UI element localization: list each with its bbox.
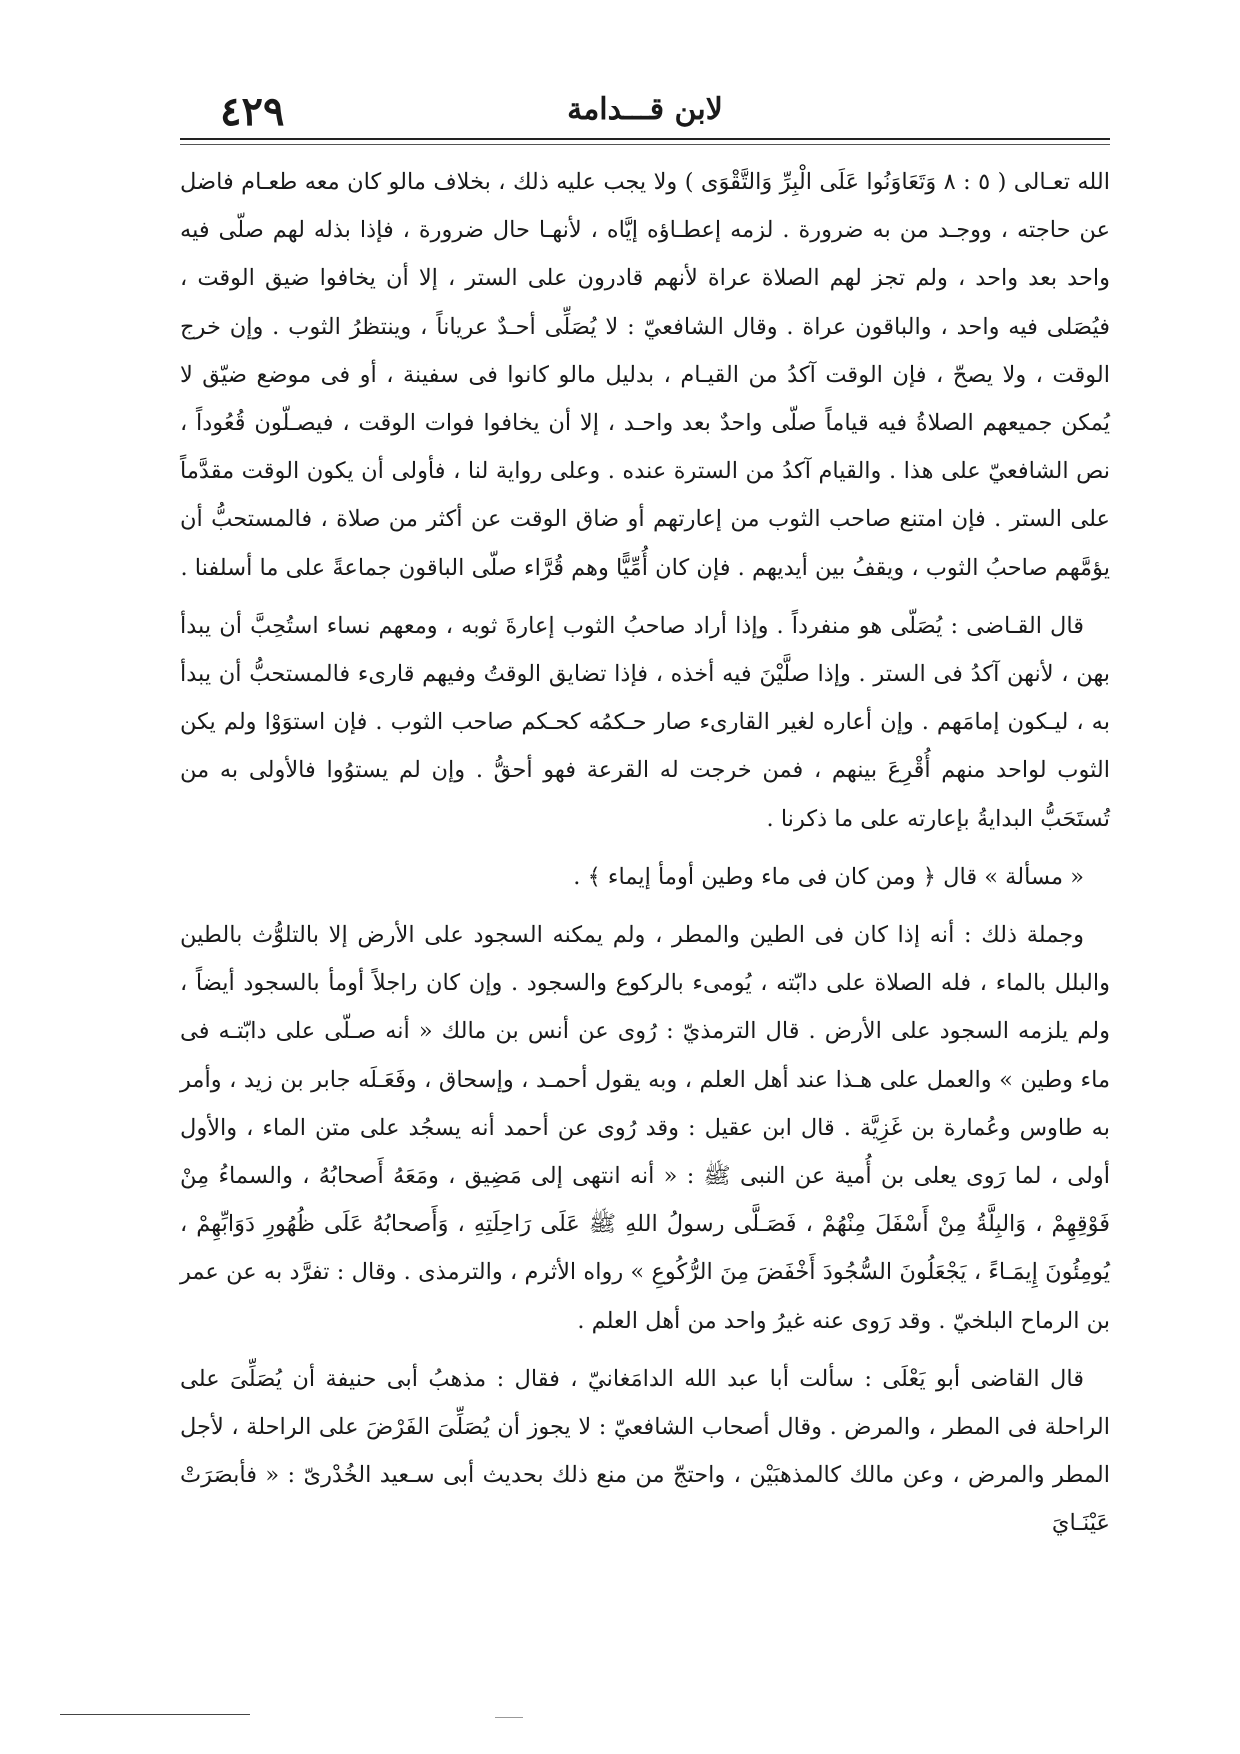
page-number: ٤٢٩	[220, 88, 285, 135]
footer-rule	[60, 1714, 250, 1715]
mas-ala-heading: « مسألة » قال ﴿ ومن كان فى ماء وطين أومأ إيماء ﴾ .	[573, 863, 1084, 890]
paragraph: قال القـاضى : يُصَلّى هو منفرداً . وإذا أراد صاحبُ الثوب إعارةَ ثوبه ، ومعهم نساء استُحِبَّ أن يبدأ بهن ، لأنهن آكدُ فى الستر . وإذا صلَّيْنَ فيه أخذه ، فإذا تضايق الوقتُ وفيهم قارىء فالمستحبُّ أن يبدأ به ، ليـكون إمامَهم . وإن أعاره لغير القارىء صار حـكمُه كحـكم صاحب الثوب . فإن استوَوْا ولم يكن الثوب لواحد منهم أُقْرِعَ بينهم ، فمن خرجت له القرعة فهو أحقُّ . وإن لم يستوُوا فالأولى به من تُستَحَبُّ البدايةُ بإعارته على ما ذكرنا .	[180, 612, 1110, 832]
page-body	[180, 158, 1110, 1548]
paragraph: قال القاضى أبو يَعْلَى : سألت أبا عبد الله الدامَغانيّ ، فقال : مذهبُ أبى حنيفة أن يُصَلِّىَ على الراحلة فى المطر ، والمرض . وقال أصحاب الشافعيّ : لا يجوز أن يُصَلِّىَ الفَرْضَ على الراحلة ، لأجل المطر والمرض ، وعن مالك كالمذهبَيْن ، واحتجّ من منع ذلك بحديث أبى سـعيد الخُدْرىّ : « فأبصَرَتْ عَيْنَـايَ	[180, 1365, 1110, 1537]
paragraph: وجملة ذلك : أنه إذا كان فى الطين والمطر ، ولم يمكنه السجود على الأرض إلا بالتلوُّث بالطين والبلل بالماء ، فله الصلاة على دابّته ، يُومىء بالركوع والسجود . وإن كان راجلاً أومأ بالسجود أيضاً ، ولم يلزمه السجود على الأرض . قال الترمذيّ : رُوى عن أنس بن مالك « أنه صـلّى على دابّتـه فى ماء وطين » والعمل على هـذا عند أهل العلم ، وبه يقول أحمـد ، وإسحاق ، وفَعَـلَه جابر بن زيد ، وأمر به طاوس وعُمارة بن غَزِيَّة . قال ابن عقيل : وقد رُوى عن أحمد أنه يسجُد على متن الماء ، والأول أولى ، لما رَوى يعلى بن أُمية عن النبى ﷺ : « أنه انتهى إلى مَضِيق ، ومَعَهُ أَصحابُهُ ، والسماءُ مِنْ فَوْقِهِمْ ، وَالبِلَّةُ مِنْ أَسْفَلَ مِنْهُمْ ، فَصَـلَّى رسولُ اللهِ ﷺ عَلَى رَاحِلَتِهِ ، وَأَصحابُهُ عَلَى ظُهُورِ دَوَابِّهِمْ ، يُومِئُونَ إِيمَـاءً ، يَجْعَلُونَ السُّجُودَ أَخْفَضَ مِنَ الرُّكُوعِ » رواه الأثرم ، والترمذى . وقال : تفرَّد به عن عمر بن الرماح البلخيّ . وقد رَوى عنه غيرُ واحد من أهل العلم .	[180, 922, 1110, 1334]
footer-mark	[495, 1717, 523, 1718]
header-rule-secondary	[180, 144, 1110, 145]
page-header	[180, 88, 1110, 138]
header-rule	[180, 138, 1110, 140]
running-title: لابن قـــدامة	[567, 92, 723, 127]
paragraph: الله تعـالى ( ٥ : ٨ وَتَعَاوَنُوا عَلَى الْبِرِّ وَالتَّقْوَى ) ولا يجب عليه ذلك ، بخلاف مالو كان معه طعـام فاضل عن حاجته ، ووجـد من به ضرورة . لزمه إعطـاؤه إيَّاه ، لأنهـا حال ضرورة ، فإذا بذله لهم صلّى فيه واحد بعد واحد ، ولم تجز لهم الصلاة عراة لأنهم قادرون على الستر ، إلا أن يخافوا ضيق الوقت ، فيُصَلى فيه واحد ، والباقون عراة . وقال الشافعيّ : لا يُصَلِّى أحـدٌ عرياناً ، وينتظرُ الثوب . وإن خرج الوقت ، ولا يصحّ ، فإن الوقت آكدُ من القيـام ، بدليل مالو كانوا فى سفينة ، أو فى موضع ضيّق لا يُمكن جميعهم الصلاةُ فيه قياماً صلّى واحدٌ بعد واحـد ، إلا أن يخافوا فوات الوقت ، فيصـلّون قُعُوداً ، نص الشافعيّ على هذا . والقيام آكدُ من السترة عنده . وعلى رواية لنا ، فأولى أن يكون الوقت مقدَّماً على الستر . فإن امتنع صاحب الثوب من إعارتهم أو ضاق الوقت عن أكثر من صلاة ، فالمستحبُّ أن يؤمَّهم صاحبُ الثوب ، ويقفُ بين أيديهم . فإن كان أُمِّيًّا وهم قُرَّاء صلّى الباقون جماعةً على ما أسلفنا .	[180, 169, 1110, 581]
